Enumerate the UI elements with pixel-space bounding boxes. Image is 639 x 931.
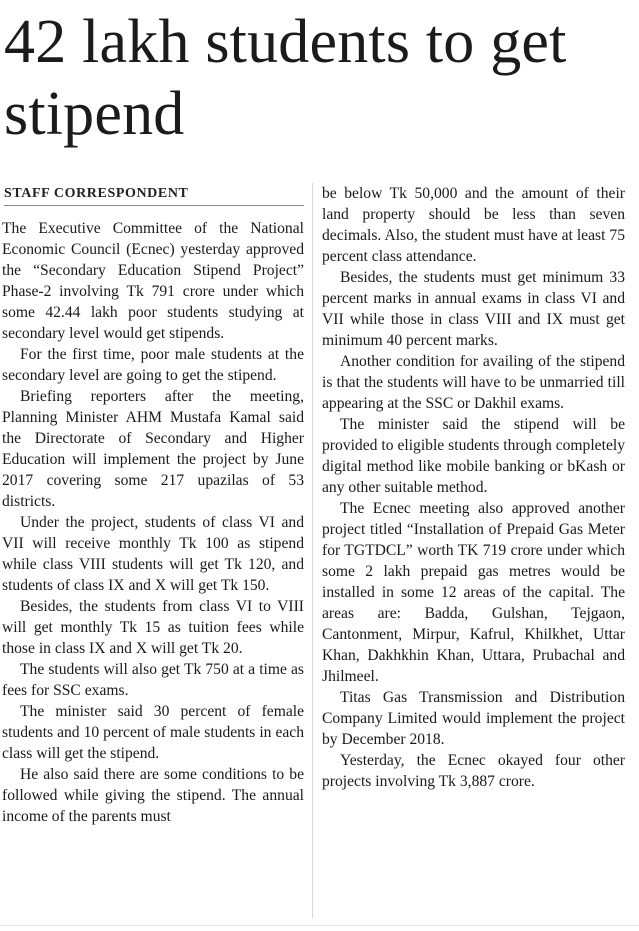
paragraph: Briefing reporters after the meeting, Planning Minister AHM Mustafa Kamal said the Directorate of Secondary and Higher Education will implement the project by June 2017 covering some 217 upazilas of 53 districts. (2, 388, 304, 510)
paragraph: Besides, the students must get minimum 33 percent marks in annual exams in class VI and VII while those in class VIII and IX must get minimum 40 percent marks. (322, 269, 625, 349)
paragraph: Another condition for availing of the stipend is that the students will have to be unmarried till appearing at the SSC or Dakhil exams. (322, 353, 625, 412)
paragraph: Under the project, students of class VI and VII will receive monthly Tk 100 as stipend while class VIII students will get Tk 120, and students of class IX and X will get Tk 150. (2, 514, 304, 594)
paragraph: The students will also get Tk 750 at a time as fees for SSC exams. (2, 661, 304, 699)
paragraph: Besides, the students from class VI to VIII will get monthly Tk 15 as tuition fees while those in class IX and X will get Tk 20. (2, 598, 304, 657)
paragraph: The Ecnec meeting also approved another project titled “Installation of Prepaid Gas Meter for TGTDCL” worth TK 719 crore under which some 2 lakh prepaid gas metres would be installed in some 12 areas of the capital. The areas are: Badda, Gulshan, Tejgaon, Cantonment, Mirpur, Kafrul, Khilkhet, Uttar Khan, Dakhkhin Khan, Uttara, Prubachal and Jhilmeel. (322, 500, 625, 685)
paragraph: The minister said the stipend will be provided to eligible students through completely digital method like mobile banking or bKash or any other suitable method. (322, 416, 625, 496)
column-divider (312, 183, 313, 918)
paragraph: The Executive Committee of the National Economic Council (Ecnec) yesterday approved the “Secondary Education Stipend Project” Phase-2 involving Tk 791 crore under which some 42.44 lakh poor students studying at secondary level would get stipends. (2, 220, 304, 342)
byline: STAFF CORRESPONDENT (4, 184, 304, 206)
paragraph: He also said there are some conditions to be followed while giving the stipend. The annual income of the parents must (2, 766, 304, 825)
paragraph: The minister said 30 percent of female students and 10 percent of male students in each class will get the stipend. (2, 703, 304, 762)
article-column-right (322, 183, 625, 792)
paragraph: Titas Gas Transmission and Distribution Company Limited would implement the project by December 2018. (322, 689, 625, 748)
headline: 42 lakh students to get stipend (4, 8, 567, 148)
article-column-left (2, 218, 304, 827)
paragraph: For the first time, poor male students at the secondary level are going to get the stipend. (2, 346, 304, 384)
bottom-rule (0, 925, 639, 926)
paragraph: be below Tk 50,000 and the amount of their land property should be less than seven decimals. Also, the student must have at least 75 percent class attendance. (322, 185, 625, 265)
paragraph: Yesterday, the Ecnec okayed four other projects involving Tk 3,887 crore. (322, 752, 625, 790)
